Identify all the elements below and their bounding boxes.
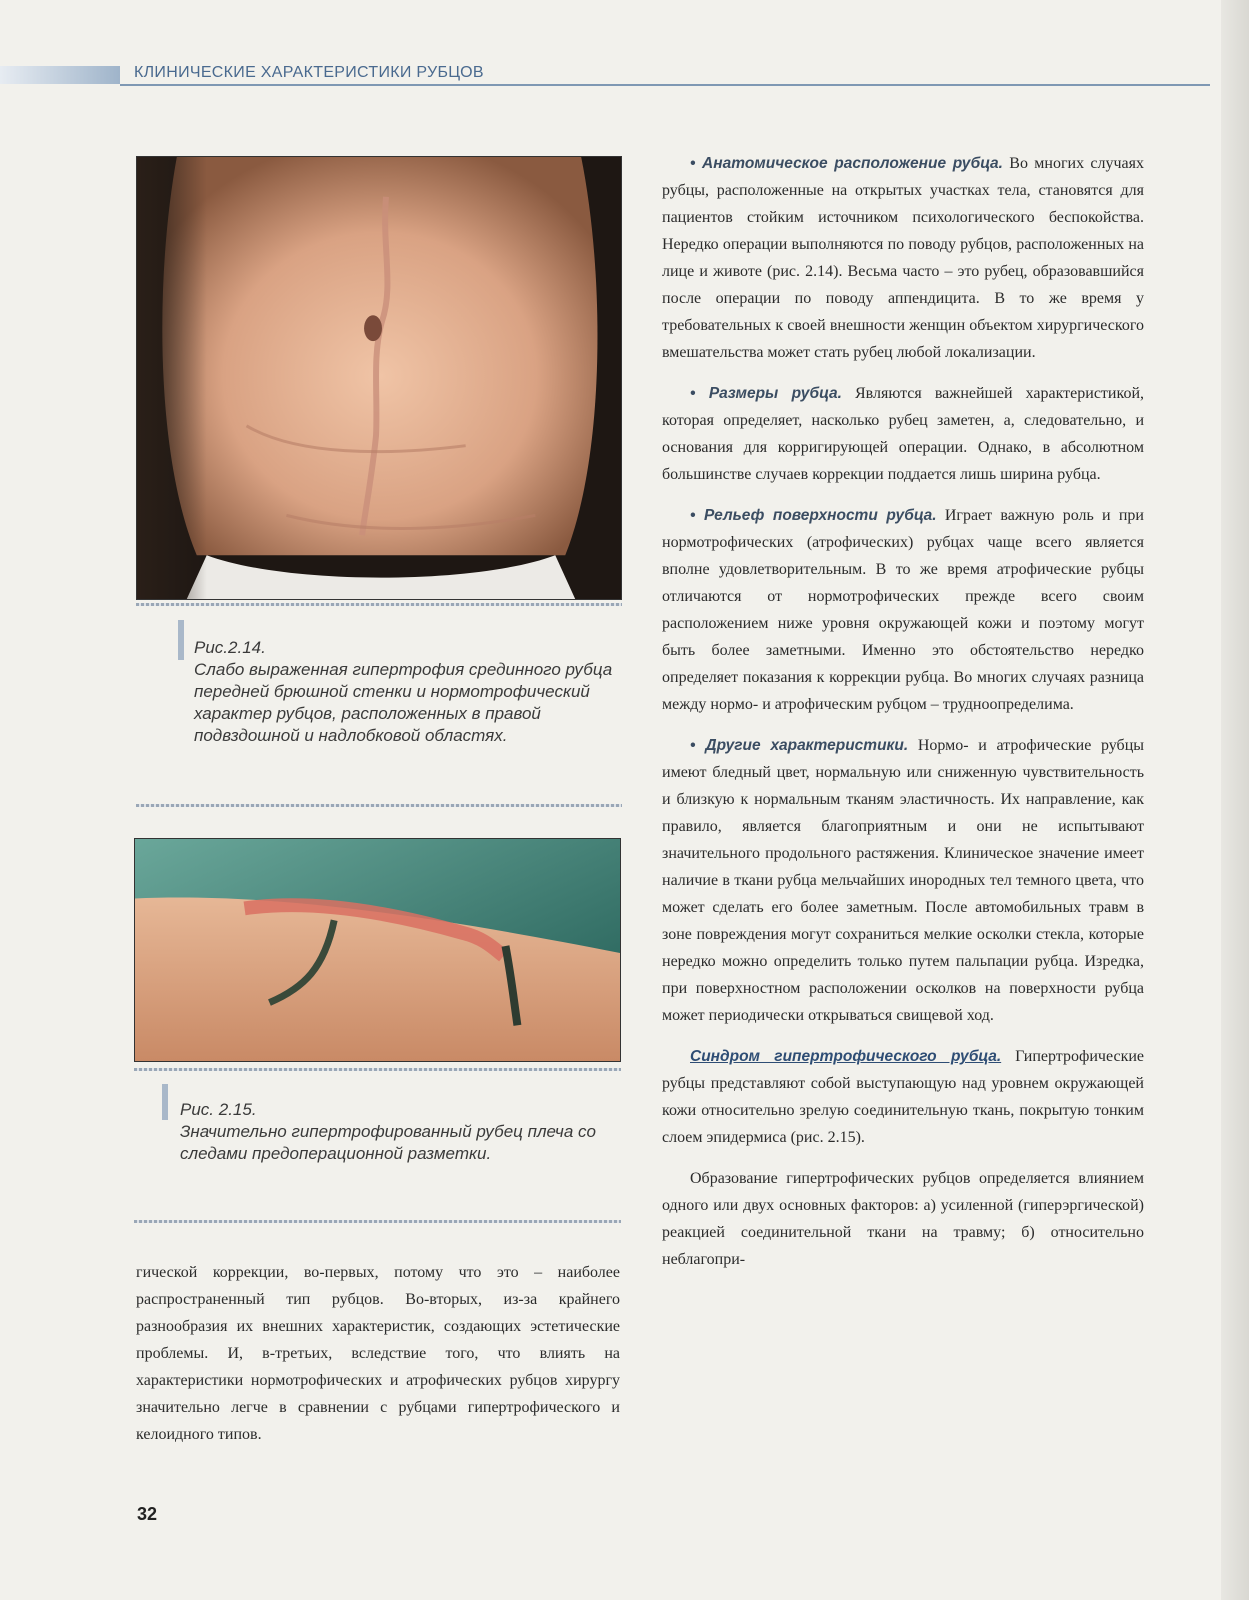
bullet-paragraph [662,732,1144,1029]
figure-label: Рис.2.14. [194,638,266,657]
caption-rule-top [134,1068,621,1071]
bullet-text: Нормо- и атрофические рубцы имеют бледный цвет, нормальную или сниженную чувствительность и близкую к нормальным тканям эластичность. Их направление, как правило, является благоприятным и они не испытывают значительного продольного растяжения. Клиническое значение имеет наличие в ткани рубца мельчайших инородных тел темного цвета, что может сделать его более заметным. После автомобильных травм в зоне повреждения могут сохраниться мелкие осколки стекла, которые нередко можно определить только путем пальпации рубца. Изредка, при поверхностном расположении осколков на поверхности рубца может периодически открываться свищевой ход. [662,737,1144,1024]
caption-rule-bottom [136,804,622,807]
paragraph: Образование гипертрофических рубцов определяется влиянием одного или двух основных факторов: а) усиленной (гиперэргической) реакцией соединительной ткани на травму; б) относительно неблагопри- [662,1170,1144,1268]
abdomen-photo-illustration [137,157,621,599]
bullet-paragraph [662,150,1144,366]
bullet-text: Являются важнейшей характеристикой, которая определяет, насколько рубец заметен, а, следовательно, и основания для корригирующей операции. Однако, в абсолютном большинстве случаев коррекции поддается лишь ширина рубца. [662,385,1145,483]
header-rule [120,84,1210,86]
bullet-heading: • Анатомическое расположение рубца. [690,155,1003,172]
section-heading: Синдром гипертрофического рубца. [690,1048,1002,1065]
syndrome-paragraph [662,1043,1144,1151]
bullet-text: Во многих случаях рубцы, расположенные на открытых участках тела, становятся для пациентов стойким источником психологического беспокойства. Нередко операции выполняются по поводу рубцов, расположенных на лице и животе (рис. 2.14). Весьма часто – это рубец, образовавшийся после операции по поводу аппендицита. В то же время у требовательных к своей внешности женщин объектом хирургического вмешательства может стать рубец любой локализации. [662,155,1144,361]
bullet-heading: • Размеры рубца. [690,385,842,402]
figure-abdomen-photo [136,156,622,600]
caption-accent-bar [178,620,184,660]
page-edge [1221,0,1249,1600]
figure-caption-text: Слабо выраженная гипертрофия срединного рубца передней брюшной стенки и нормотрофический характер рубцов, расположенных в правой подвздошной и надлобковой областях. [194,660,613,745]
figure-arm-photo [134,838,621,1062]
header-accent-bar [0,66,120,84]
bullet-text: Играет важную роль и при нормотрофических (атрофических) рубцах чаще всего является вполне удовлетворительным. В то же время атрофические рубцы отличаются от нормотрофических прежде всего своим расположением ниже уровня окружающей кожи и поэтому могут быть более заметными. Именно это обстоятельство нередко определяет показания к коррекции рубца. Во многих случаях разница между нормо- и атрофическим рубцом – трудноопределима. [662,507,1144,713]
figure-caption [180,1099,620,1165]
caption-accent-bar [162,1084,168,1120]
left-column-text [136,1259,620,1448]
arm-photo-illustration [135,839,620,1061]
bullet-paragraph [662,380,1144,488]
running-header: КЛИНИЧЕСКИЕ ХАРАКТЕРИСТИКИ РУБЦОВ [134,64,484,81]
figure-caption-text: Значительно гипертрофированный рубец плеча со следами предоперационной разметки. [180,1122,596,1163]
section-text: Гипертрофические рубцы представляют собой выступающую над уровнем окружающей кожи относительно зрелую соединительную ткань, покрытую тонким слоем эпидермиса (рис. 2.15). [662,1048,1145,1146]
figure-caption [194,637,624,747]
caption-rule-bottom [134,1220,621,1223]
caption-rule-top [136,603,622,606]
bullet-heading: • Рельеф поверхности рубца. [690,507,937,524]
bullet-paragraph [662,502,1144,718]
bullet-heading: • Другие характеристики. [690,737,909,754]
paragraph: гической коррекции, во-первых, потому что это – наиболее распространенный тип рубцов. Во-вторых, из-за крайнего разнообразия их внешних характеристик, создающих эстетические проблемы. И, в-третьих, вследствие того, что влиять на характеристики нормотрофических и атрофических рубцов хирургу значительно легче в сравнении с рубцами гипертрофического и келоидного типов. [136,1264,620,1443]
right-column-text [662,150,1144,1287]
page-number: 32 [137,1504,158,1524]
figure-label: Рис. 2.15. [180,1100,257,1119]
